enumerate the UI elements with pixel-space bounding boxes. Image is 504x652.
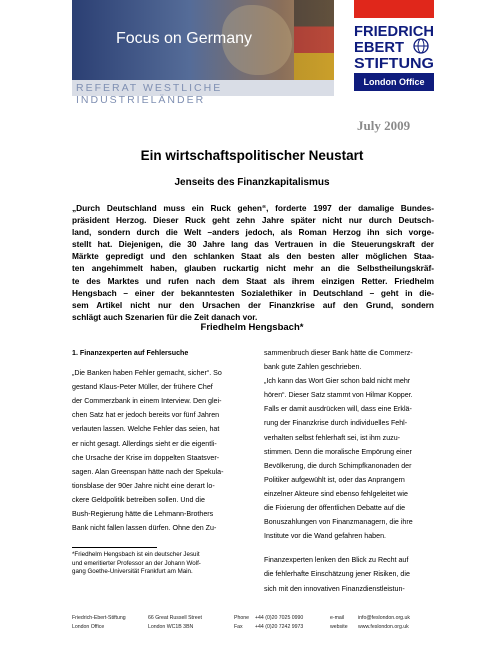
footnote-line: und emeritierter Professor an der Johann Wolf- (72, 559, 201, 567)
logo-line-2: EBERT (354, 40, 405, 56)
footer-website-label: website (330, 623, 348, 630)
footer-address-line: 66 Great Russell Street (148, 615, 202, 621)
footer-phone-number[interactable]: +44 (0)20 7025 0990 (255, 615, 304, 621)
author-name: Friedhelm Hengsbach* (200, 322, 304, 333)
logo-red-bar (354, 0, 434, 18)
header-banner (72, 0, 334, 106)
lead-line: stellt hat. Diejenigen, die 30 Jahre lang das Vertrauen in die Steuerungskraft der (72, 239, 434, 250)
footnote (72, 551, 201, 577)
footnote-divider (72, 547, 157, 548)
footer-address-line: London WC1B 3BN (148, 623, 194, 630)
footer-phone-label: Phone (234, 615, 250, 621)
body-line: sich mit den innovativen Finanzdienstleistun- (264, 584, 405, 593)
article-subtitle: Jenseits des Finanzkapitalismus (174, 177, 330, 188)
body-line: verhalten selbst fehlerhaft sei, ist ihm zuzu- (264, 433, 401, 442)
footer-web-values (358, 614, 410, 631)
body-line: Institute vor die Wand gefahren haben. (264, 532, 386, 541)
footer-website-link[interactable]: www.feslondon.org.uk (358, 623, 409, 630)
issue-date: July 2009 (357, 118, 411, 133)
banner-strip (72, 80, 334, 106)
body-line: „Die Banken haben Fehler gemacht, sicher“. So (72, 369, 222, 378)
lead-line: sem Artikel nicht nur den Ursachen der Finanzkrise auf den Grund, sondern (72, 299, 434, 310)
body-line: tionsblase der 90er Jahre nicht eine derart lo- (72, 481, 215, 490)
lead-line: land, sondern durch die Welt –anders jedoch, als Roman Herzog ihn sich vorge- (72, 227, 434, 238)
footer-org-line: Friedrich-Ebert-Stiftung (72, 615, 126, 621)
footer-contact-labels (234, 614, 249, 631)
right-column (264, 346, 434, 596)
logo-line-1: FRIEDRICH (354, 24, 434, 40)
article-title: Ein wirtschaftspolitischer Neustart (140, 148, 364, 163)
body-line: sammenbruch dieser Bank hätte die Commerz- (264, 349, 413, 357)
globe-icon (414, 39, 428, 53)
lead-line: Märkte gepredigt und den schlanken Staat als den besten aller möglichen Staa- (72, 251, 434, 262)
body-line: er nicht gesagt. Allerdings sieht er die eigentli- (72, 439, 217, 448)
banner-title: Focus on Germany (116, 30, 253, 47)
flag-graphic (294, 0, 334, 80)
body-line: Bonuszahlungen von Finanzmanagern, die ihre (264, 518, 413, 527)
body-line: gestand Klaus-Peter Müller, der frühere Chef (72, 383, 213, 392)
body-line: chen Satz hat er jedoch bereits vor fünf Jahren (72, 411, 220, 420)
body-line: ckere Geldpolitik betreiben sollen. Und die (72, 495, 205, 504)
body-line: Bank nicht fallen lassen dürfen. Ohne den Zu- (72, 524, 217, 533)
footer-email-link[interactable]: info@feslondon.org.uk (358, 615, 410, 621)
body-line: Finanzexperten lenken den Blick zu Recht auf (264, 556, 409, 565)
footer-contact-values (255, 614, 303, 631)
body-line: einzelner Akteure sind ebenso fehlgeleitet wie (264, 489, 408, 498)
body-line: rung der Finanzkrise durch individuelles Fehl- (264, 419, 408, 428)
body-line: der Commerzbank in einem Interview. Den glei- (72, 397, 222, 406)
london-office-badge: London Office (354, 73, 434, 91)
body-line: hören“. Dieser Satz stammt von Hilmar Kopper. (264, 391, 413, 400)
footer-org (72, 614, 126, 631)
logo-line-3: STIFTUNG (354, 56, 434, 72)
banner-strip-text: REFERAT WESTLICHE INDUSTRIELÄNDER (76, 82, 223, 106)
footer-address (148, 614, 202, 631)
lead-line: präsident Herzog. Dieser Ruck geht zehn Jahre später nicht nur durch Deutsch- (72, 215, 434, 226)
body-line: bank gute Zahlen geschrieben. (264, 363, 362, 372)
body-line: Falls er damit ausdrücken will, dass eine Erklä- (264, 405, 412, 414)
footnote-line: *Friedhelm Hengsbach ist ein deutscher Jesuit (72, 551, 200, 558)
spacer (264, 543, 434, 553)
footer-fax-number: +44 (0)20 7242 9973 (255, 623, 304, 630)
lead-line: te des Marktes und rufen nach dem Staat als ihrem einzigen Retter. Friedhelm (72, 275, 434, 286)
body-line: verlauten lassen. Welche Fehler das seien, hat (72, 425, 220, 434)
footer-fax-label: Fax (234, 623, 243, 630)
body-line: „Ich kann das Wort Gier schon bald nicht mehr (264, 377, 411, 386)
section-heading: 1. Finanzexperten auf Fehlersuche (72, 349, 189, 357)
body-line: sagen. Alan Greenspan hätte nach der Spekula- (72, 467, 224, 476)
lead-line: ten angehimmelt haben, glauben ruckartig nicht mehr an die Selbstheilungskräf- (72, 263, 434, 274)
fes-logo (354, 22, 434, 70)
body-line: Politiker aufgewühlt ist, oder das Anprangern (264, 475, 405, 484)
body-line: stimmen. Denn die moralische Empörung einer (264, 447, 412, 456)
body-line: che Ursache der Krise im doppelten Staatsver- (72, 453, 220, 462)
body-line: Bevölkerung, die durch Schimpfkanonaden der (264, 461, 412, 470)
body-line: Bush-Regierung hätte die Lehmann-Brothers (72, 510, 214, 519)
footer-web-labels (330, 614, 348, 631)
footer-email-label: e-mail (330, 615, 345, 621)
lead-line: schlägt auch Szenarien für die Zeit danach vor. (72, 311, 258, 322)
lead-line: „Durch Deutschland muss ein Ruck gehen“, forderte 1997 der damalige Bundes- (72, 203, 434, 213)
lead-line: Hengsbach – einer der bekanntesten Sozialethiker in Deutschland – geht in die- (72, 287, 434, 298)
body-line: die fehlerhafte Einschätzung jener Risiken, die (264, 570, 410, 579)
body-line: die Fixierung der öffentlichen Debatte auf die (264, 504, 406, 513)
left-column (72, 346, 242, 535)
lead-paragraph (72, 202, 434, 323)
footer-org-line: London Office (72, 623, 105, 630)
footnote-line: gang Goethe-Universität Frankfurt am Main. (72, 568, 193, 575)
